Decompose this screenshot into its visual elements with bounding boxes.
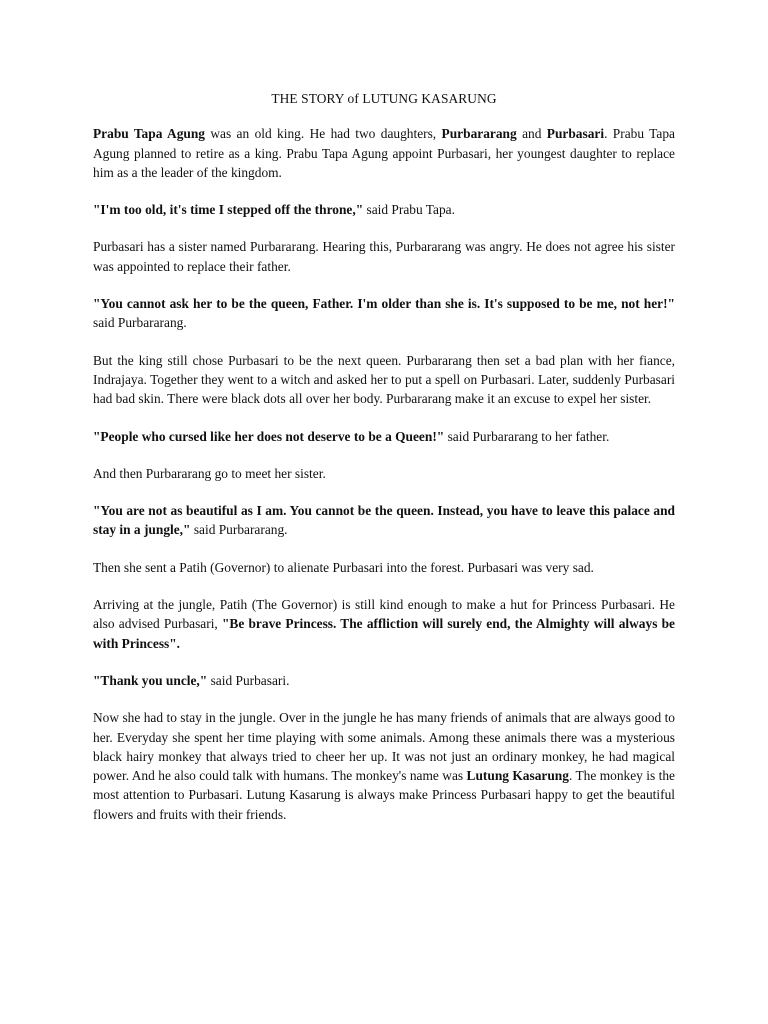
paragraph-meet-sister <box>93 464 675 483</box>
document-page <box>93 89 675 842</box>
dialogue-quote: "You are not as beautiful as I am. You cannot be the queen. Instead, you have to leave this palace and stay in a jungle," <box>93 503 675 538</box>
paragraph-text: said Purbasari. <box>207 672 290 688</box>
paragraph-text: said Purbararang. <box>93 315 187 331</box>
dialogue-quote: "People who cursed like her does not deserve to be a Queen!" <box>93 428 445 444</box>
daughter-name-purbasari: Purbasari <box>546 126 605 142</box>
story-title: THE STORY of LUTUNG KASARUNG <box>271 91 497 106</box>
daughter-name-purbararang: Purbararang <box>441 126 517 142</box>
monkey-name: Lutung Kasarung <box>466 768 569 784</box>
dialogue-quote: "I'm too old, it's time I stepped off the throne," <box>93 202 364 218</box>
paragraph-text: Now she had to stay in the jungle. Over in the jungle he has many friends of animals that are always good to her. Everyday she spent her time playing with some animals. Among these animals there was a mysterious black hairy monkey that always tried to cheer her up. It was not just an ordinary monkey, he had magical power. And he also could talk with humans. The monkey's name was <box>93 710 675 784</box>
paragraph-text: said Prabu Tapa. <box>363 202 455 218</box>
paragraph-quote-purbararang <box>93 294 675 333</box>
paragraph-quote-cursed <box>93 427 675 446</box>
paragraph-quote-king <box>93 200 675 219</box>
paragraph-intro <box>93 124 675 182</box>
paragraph-bad-plan <box>93 351 675 409</box>
paragraph-quote-thanks <box>93 671 675 690</box>
paragraph-text: . The monkey is the most attention to Purbasari. Lutung Kasarung is always make Princess Purbasari happy to get the beautiful flowers and fruits with their friends. <box>93 768 675 822</box>
dialogue-quote: "You cannot ask her to be the queen, Father. I'm older than she is. It's supposed to be me, not her!" <box>93 296 675 312</box>
paragraph-text: Purbasari has a sister named Purbararang. Hearing this, Purbararang was angry. He does not agree his sister was appointed to replace their father. <box>93 239 675 274</box>
paragraph-governor-hut <box>93 595 675 653</box>
paragraph-text: Then she sent a Patih (Governor) to alienate Purbasari into the forest. Purbasari was very sad. <box>93 559 594 575</box>
dialogue-quote: "Thank you uncle," <box>93 672 208 688</box>
paragraph-quote-jungle <box>93 501 675 540</box>
paragraph-text: . Prabu Tapa Agung planned to retire as a king. Prabu Tapa Agung appoint Purbasari, her youngest daughter to replace him as a the leader of the kingdom. <box>93 126 676 180</box>
paragraph-text: was an old king. He had two daughters, <box>204 126 442 142</box>
paragraph-text: said Purbararang to her father. <box>444 428 610 444</box>
king-name: Prabu Tapa Agung <box>93 126 205 142</box>
paragraph-text: said Purbararang. <box>190 522 288 538</box>
paragraph-text: Arriving at the jungle, Patih (The Governor) is still kind enough to make a hut for Princess Purbasari. He also advised Purbasari, <box>93 597 675 632</box>
paragraph-text: But the king still chose Purbasari to be the next queen. Purbararang then set a bad plan with her fiance, Indrajaya. Together they went to a witch and asked her to put a spell on Purbasari. Later, suddenly Purbasari had bad skin. There were black dots all over her body. Purbararang make it an excuse to expel her sister. <box>93 352 675 407</box>
paragraph-sister-angry <box>93 237 675 276</box>
paragraph-text: and <box>516 126 547 142</box>
paragraph-jungle-friends <box>93 708 675 824</box>
paragraph-text: And then Purbararang go to meet her sister. <box>93 465 326 481</box>
paragraph-sent-forest <box>93 558 675 577</box>
dialogue-quote: "Be brave Princess. The affliction will surely end, the Almighty will always be with Princess". <box>93 616 675 651</box>
